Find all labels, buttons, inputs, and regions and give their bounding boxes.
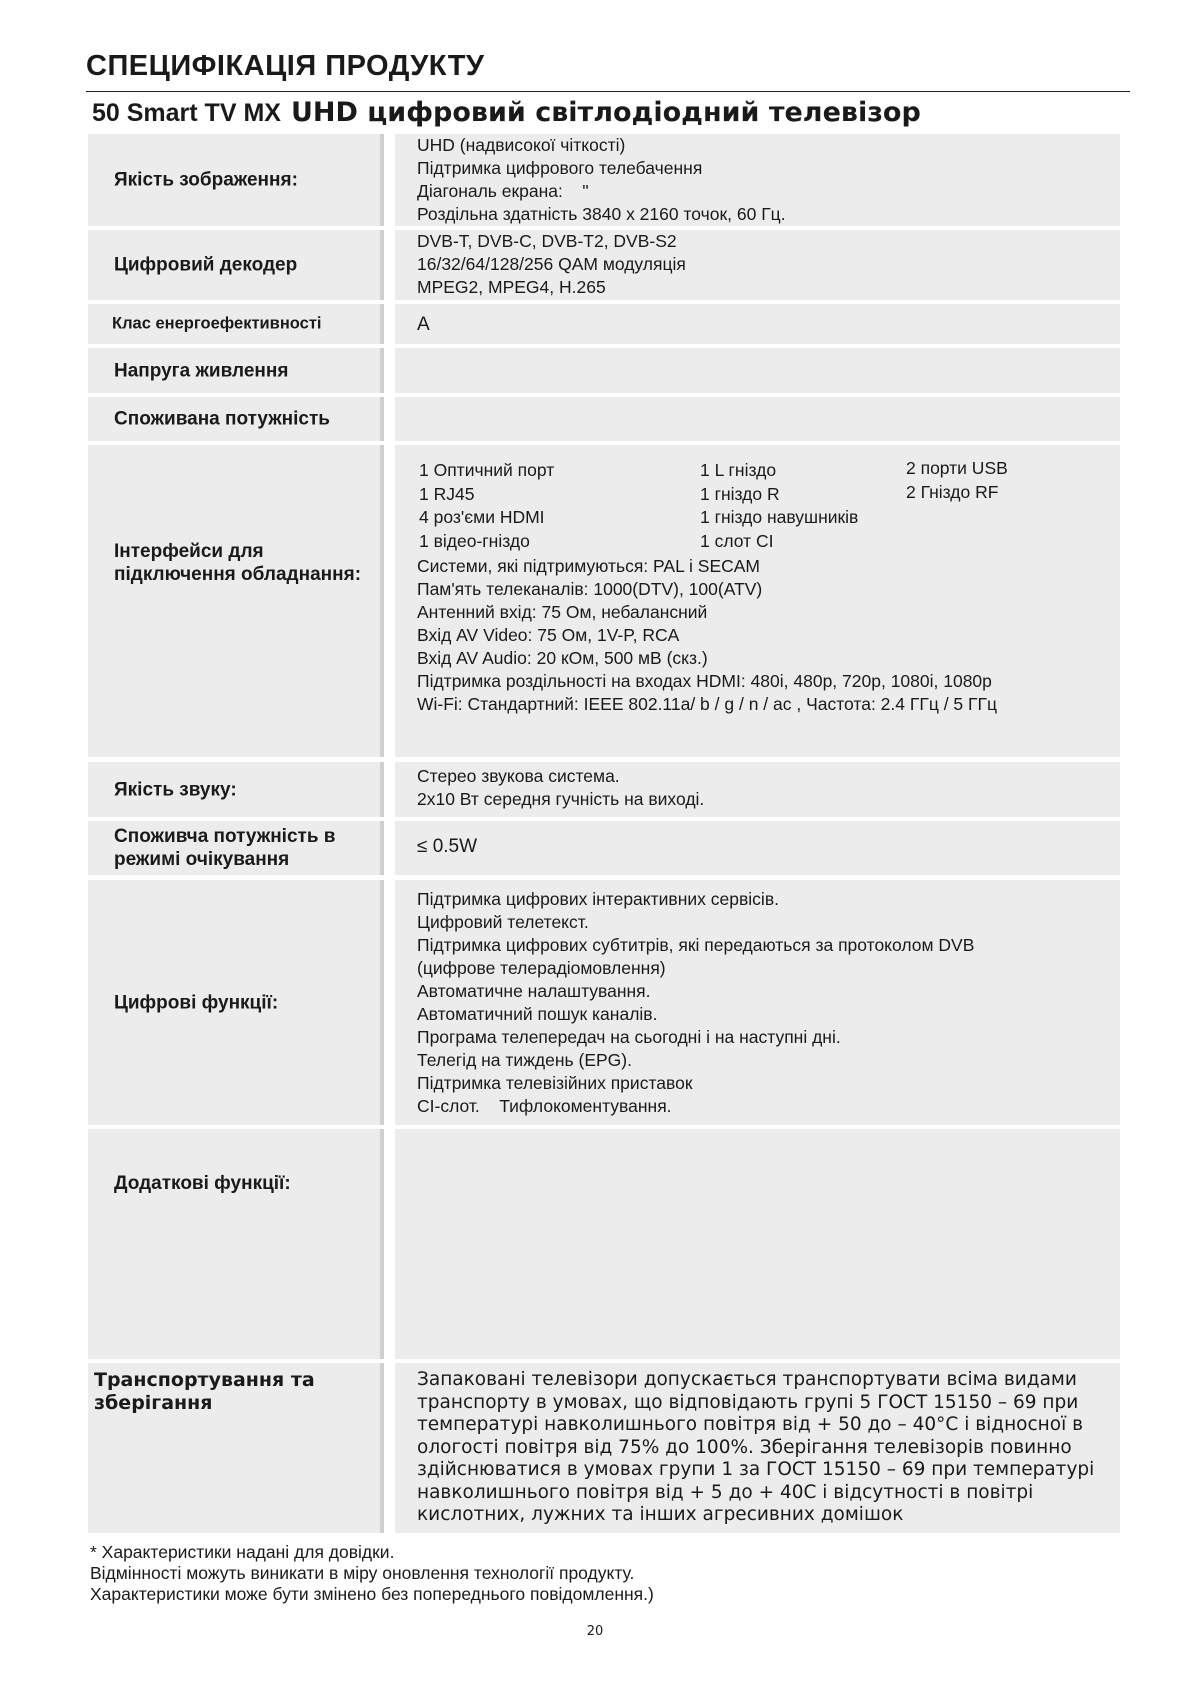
interface-item: 2 Гніздо RF xyxy=(906,481,999,502)
standby-label: Споживча потужність в режимі очікування xyxy=(114,826,336,870)
additional-functions-label-cell xyxy=(88,1129,384,1359)
digital-function-line: Підтримка цифрових субтитрів, які передаються за протоколом DVB xyxy=(417,935,975,955)
decoder-value-cell xyxy=(395,230,1120,300)
digital-functions-label: Цифрові функції: xyxy=(114,992,279,1013)
picture-line: Підтримка цифрового телебачення xyxy=(417,158,703,178)
digital-function-line: Підтримка телевізійних приставок xyxy=(417,1073,693,1093)
sound-label: Якість звуку: xyxy=(114,779,237,800)
digital-function-line: Автоматичний пошук каналів. xyxy=(417,1004,658,1024)
interface-item: 4 роз'єми HDMI xyxy=(419,507,545,527)
decoder-line: 16/32/64/128/256 QAM модуляція xyxy=(417,254,686,274)
picture-quality-label: Якість зображення: xyxy=(114,169,298,191)
energy-class-label-cell xyxy=(88,304,384,344)
power-label-cell xyxy=(88,397,384,441)
decoder-line: MPEG2, MPEG4, H.265 xyxy=(417,277,606,297)
interfaces-column-1 xyxy=(419,459,554,553)
title-divider xyxy=(86,91,1130,92)
digital-functions-label-cell xyxy=(88,880,384,1125)
transport-label-cell xyxy=(88,1363,384,1533)
page-number: 20 xyxy=(586,1624,604,1639)
energy-class-label: Клас енергоефективності xyxy=(112,314,322,333)
interface-spec-line: Підтримка роздільності на входах HDMI: 480i, 480p, 720p, 1080i, 1080p xyxy=(417,671,992,691)
interface-spec-line: Вхід AV Video: 75 Ом, 1V-P, RCA xyxy=(417,625,680,645)
decoder-line: DVB-T, DVB-C, DVB-T2, DVB-S2 xyxy=(417,231,677,251)
picture-line: Роздільна здатність 3840 x 2160 точок, 60 Гц. xyxy=(417,204,786,224)
footnote-line: Характеристики може бути змінено без попереднього повідомлення.) xyxy=(90,1584,654,1604)
product-description: UHD цифровий світлодіодний телевізор xyxy=(290,97,921,128)
interface-item: 1 гніздо R xyxy=(700,483,780,504)
voltage-label-cell xyxy=(88,348,384,393)
sound-value-cell xyxy=(395,762,1120,817)
digital-function-line: (цифрове телерадіомовлення) xyxy=(417,958,666,978)
interface-spec-line: Пам'ять телеканалів: 1000(DTV), 100(ATV) xyxy=(417,579,763,599)
interfaces-column-3 xyxy=(906,457,1008,504)
page-title: СПЕЦИФІКАЦІЯ ПРОДУКТУ xyxy=(86,50,485,82)
sound-label-cell xyxy=(88,762,384,817)
standby-value: ≤ 0.5W xyxy=(417,836,478,857)
digital-function-line: Підтримка цифрових інтерактивних сервісів. xyxy=(417,889,779,909)
digital-functions-value-cell xyxy=(395,880,1120,1125)
picture-quality-label-cell xyxy=(88,134,384,226)
interface-spec-line: Системи, які підтримуються: PAL і SECAM xyxy=(417,556,761,576)
power-label: Споживана потужність xyxy=(114,408,330,430)
footnote-line: * Характеристики надані для довідки. xyxy=(90,1542,395,1562)
interface-spec-line: Вхід AV Audio: 20 кОм, 500 мВ (скз.) xyxy=(417,648,708,668)
transport-value-cell xyxy=(395,1363,1120,1533)
digital-function-line: Телегід на тиждень (EPG). xyxy=(417,1050,632,1070)
energy-class-value: A xyxy=(417,314,430,335)
interface-item: 1 відео-гніздо xyxy=(419,530,530,551)
digital-function-line: CI-слот. Тифлокоментування. xyxy=(417,1096,672,1116)
sound-line: 2x10 Вт середня гучність на виході. xyxy=(417,789,705,809)
product-subtitle xyxy=(92,97,921,128)
additional-functions-label: Додаткові функції: xyxy=(114,1173,291,1194)
transport-text: Запаковані телевізори допускається транспортувати всіма видами транспорту в умовах, що відповідають групі 5 ГОСТ 15150 – 69 при температурі навколишнього повітря від + 50 до – 40°С і відносної в ологості повітря від 75% до 100%. Зберігання телевізорів повинно здійснюватися в умовах групи 1 за ГОСТ 15150 – 69 при температурі навколишнього повітря від + 5 до + 40С і відсутності в повітрі кислотних, лужних та інших агресивних домішок xyxy=(417,1369,1095,1525)
sound-line: Стерео звукова система. xyxy=(417,766,620,786)
interfaces-column-2 xyxy=(700,459,858,553)
interface-item: 1 слот CI xyxy=(700,530,774,551)
power-value-cell xyxy=(395,397,1120,441)
digital-function-line: Автоматичне налаштування. xyxy=(417,981,651,1001)
energy-class-value-cell xyxy=(395,304,1120,344)
standby-value-cell xyxy=(395,821,1120,875)
picture-quality-value-cell xyxy=(395,134,1120,226)
picture-line: UHD (надвисокої чіткості) xyxy=(417,135,626,155)
interfaces-specs xyxy=(417,555,997,716)
interfaces-label-cell xyxy=(88,445,384,757)
voltage-value-cell xyxy=(395,348,1120,393)
digital-function-line: Програма телепередач на сьогодні і на наступні дні. xyxy=(417,1027,841,1047)
interface-spec-line: Wi-Fi: Стандартний: IEEE 802.11a/ b / g / n / ac , Частота: 2.4 ГГц / 5 ГГц xyxy=(417,694,997,714)
footnote-line: Відмінності можуть виникати в міру оновлення технології продукту. xyxy=(90,1563,635,1583)
footnote xyxy=(90,1542,654,1605)
interface-item: 2 порти USB xyxy=(906,458,1008,478)
digital-function-line: Цифровий телетекст. xyxy=(417,912,589,932)
transport-label: Транспортування та зберігання xyxy=(94,1369,315,1414)
interface-item: 1 L гніздо xyxy=(700,460,777,480)
interface-spec-line: Антенний вхід: 75 Ом, небалансний xyxy=(417,602,708,622)
interface-item: 1 гніздо навушників xyxy=(700,507,859,527)
decoder-label-cell xyxy=(88,230,384,300)
model-name: 50 Smart TV MX xyxy=(92,99,281,127)
additional-functions-value-cell xyxy=(395,1129,1120,1359)
standby-label-cell xyxy=(88,821,384,875)
decoder-label: Цифровий декодер xyxy=(114,254,298,276)
voltage-label: Напруга живлення xyxy=(114,360,289,381)
picture-line: Діагональ екрана: " xyxy=(417,181,589,201)
interface-item: 1 RJ45 xyxy=(419,483,475,504)
interface-item: 1 Оптичний порт xyxy=(419,460,555,480)
interfaces-label: Інтерфейси для підключення обладнання: xyxy=(114,541,362,585)
interfaces-value-cell xyxy=(395,445,1120,757)
